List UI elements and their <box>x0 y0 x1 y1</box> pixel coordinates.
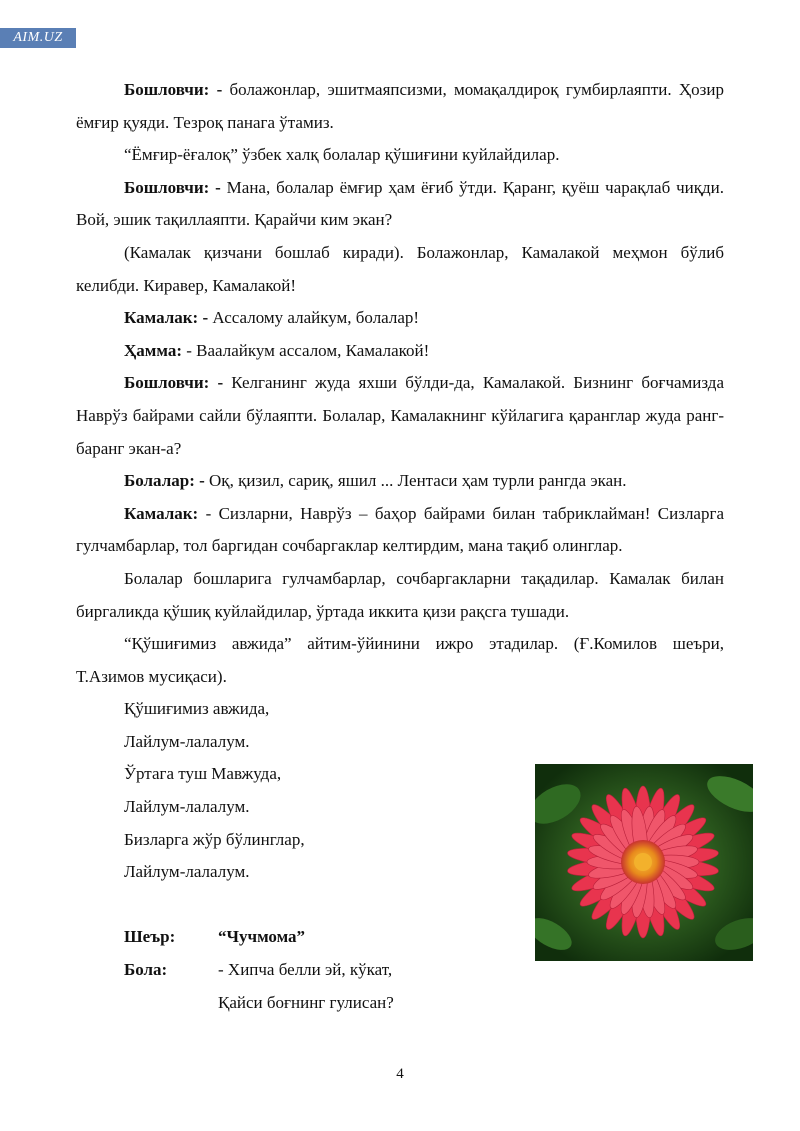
paragraph-text: “Ёмғир-ёғалоқ” ўзбек халқ болалар қўшиғини куйлайдилар. <box>124 145 560 165</box>
site-badge[interactable]: AIM.UZ <box>0 28 76 48</box>
song-line: Лайлум-лалалум. <box>124 862 250 882</box>
speaker-label: Камалак: - <box>124 308 209 328</box>
poem-line-text: Қайси боғнинг гулисан? <box>218 992 394 1012</box>
paragraph <box>76 74 724 139</box>
paragraph-text: Келганинг жуда яхши бўлди-да, Камалакой. Бизнинг боғчамизда Наврўз байрами сайли бўлаяпти. Болалар, Камалакнинг кўйлагига қаранглар жуда ранг-баранг экан-а? <box>76 373 724 458</box>
paragraph <box>76 139 724 172</box>
poem-speaker-empty <box>76 987 218 1020</box>
paragraph <box>76 465 724 498</box>
paragraph-text: Ассалому алайкум, болалар! <box>208 308 420 328</box>
paragraph-text: болажонлар, эшитмаяпсизми, момақалдироқ гумбирлаяпти. Ҳозир ёмғир қуяди. Тезроқ панага ўтамиз. <box>76 80 724 132</box>
page-number: 4 <box>396 1066 404 1082</box>
speaker-label: Ҳамма: <box>124 340 182 360</box>
speaker-label: Бошловчи: - <box>124 177 221 197</box>
speaker-label: Бошловчи: - <box>124 80 223 99</box>
song-line: Лайлум-лалалум. <box>124 797 250 817</box>
paragraph <box>76 498 724 563</box>
paragraph-text: Болалар бошларига гулчамбарлар, сочбаргакларни тақадилар. Камалак билан биргаликда қўшиқ куйлайдилар, ўртада иккита қизи рақсга тушади. <box>76 568 724 621</box>
paragraph-text: - Ваалайкум ассалом, Камалакой! <box>181 340 430 360</box>
paragraph-text: “Қўшиғимиз авжида” айтим-ўйинини ижро этадилар. (Ғ.Комилов шеъри, Т.Азимов мусиқаси). <box>76 634 724 686</box>
paragraph-text: - Сизларни, Наврўз – баҳор байрами билан табриклайман! Сизларга гулчамбарлар, тол баргидан сочбаргаклар келтирдим, мана тақиб олинглар. <box>76 503 724 556</box>
paragraph <box>76 237 724 302</box>
poem-line-text: - Хипча белли эй, кўкат, <box>218 960 393 980</box>
red-gerbera-flower-icon <box>535 764 753 961</box>
paragraph-text: (Камалак қизчани бошлаб киради). Болажонлар, Камалакой меҳмон бўлиб келибди. Киравер, Камалакой! <box>76 242 724 295</box>
poem-label: Шеър: <box>124 927 176 947</box>
poem-speaker: Бола: <box>124 960 168 980</box>
paragraph <box>76 335 724 368</box>
flower-image <box>535 764 753 961</box>
song-line: Лайлум-лалалум. <box>124 731 250 751</box>
paragraph <box>76 563 724 628</box>
poem-line <box>76 987 724 1020</box>
paragraph-text: Оқ, қизил, сариқ, яшил ... Лентаси ҳам турли рангда экан. <box>204 471 627 491</box>
speaker-label: Бошловчи: - <box>124 373 224 393</box>
song-line: Ўртага туш Мавжуда, <box>124 764 282 784</box>
paragraph-text: Мана, болалар ёмғир ҳам ёғиб ўтди. Қаранг, қуёш чарақлаб чиқди. Вой, эшик тақиллаяпти. Қарайчи ким экан? <box>76 177 724 230</box>
song-line: Қўшиғимиз авжида, <box>124 699 270 719</box>
speaker-label: Камалак: <box>124 503 199 523</box>
song-line: Бизларга жўр бўлинглар, <box>124 829 305 849</box>
paragraph <box>76 367 724 465</box>
speaker-label: Болалар: - <box>124 471 205 491</box>
paragraph <box>76 302 724 335</box>
paragraph <box>76 172 724 237</box>
paragraph <box>76 628 724 693</box>
poem-title: “Чучмома” <box>218 927 306 947</box>
